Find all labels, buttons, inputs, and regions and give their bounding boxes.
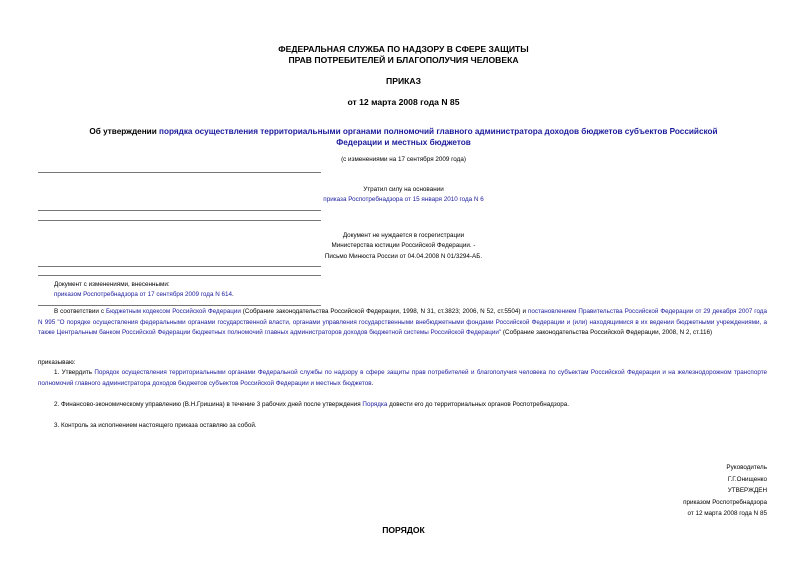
budget-code-link[interactable]: Бюджетным кодексом Российской Федерации bbox=[105, 308, 241, 315]
preamble-text-3: (Собрание законодательства Российской Федерации, 2008, N 2, ст.116) bbox=[501, 329, 713, 337]
title-link-line2[interactable]: Федерации и местных бюджетов bbox=[336, 137, 471, 147]
preamble-text-1: В соответствии с bbox=[54, 308, 106, 315]
order-item-2 bbox=[38, 400, 767, 411]
changes-note-suffix: . bbox=[232, 291, 234, 298]
invalid-note-link[interactable]: приказа Роспотребнадзора от 15 января 2010 года N 6 bbox=[323, 196, 484, 203]
order-item-2-suffix: довести его до территориальных органов Роспотребнадзора. bbox=[387, 401, 569, 408]
title-line1 bbox=[0, 127, 807, 138]
title-prefix: Об утверждении bbox=[89, 127, 159, 136]
order-item-1-prefix: 1. Утвердить bbox=[54, 369, 95, 376]
registration-note-line1: Документ не нуждается в госрегистрации bbox=[342, 232, 465, 239]
signer-role: Руководитель bbox=[726, 464, 767, 471]
document-date: от 12 марта 2008 года N 85 bbox=[347, 97, 460, 107]
invalid-note-text: Утратил силу на основании bbox=[363, 186, 444, 193]
changes-note-link[interactable]: приказом Роспотребнадзора от 17 сентября 2009 года N 614 bbox=[54, 291, 233, 298]
order-item-2-prefix: 2. Финансово-экономическому управлению (В.Н.Гришина) в течение 3 рабочих дней после утверждения bbox=[54, 401, 363, 408]
order-word: приказываю: bbox=[38, 359, 76, 366]
divider bbox=[38, 210, 321, 211]
approved-label: УТВЕРЖДЕН bbox=[727, 487, 767, 494]
order-item-1 bbox=[38, 368, 767, 389]
divider bbox=[38, 305, 321, 306]
procedure-link[interactable]: Порядок осуществления территориальными органами Федеральной службы по надзору в сфере защиты прав потребителей и благополучия человека по субъектам Российской Федерации и на железнодорожном транспорте полномочий главного администратора доходов бюджетов субъектов Российской Федерации и местных бюджетов bbox=[38, 369, 768, 387]
registration-note-line2: Министерства юстиции Российской Федерации. - bbox=[331, 242, 476, 249]
divider bbox=[38, 275, 321, 276]
approved-by-order: приказом Роспотребнадзора bbox=[683, 498, 767, 506]
divider bbox=[38, 172, 321, 173]
signature-block bbox=[683, 462, 767, 520]
title-link[interactable]: порядка осуществления территориальными органами полномочий главного администратора доходов бюджетов субъектов Российской bbox=[159, 127, 718, 136]
section-title: ПОРЯДОК bbox=[382, 525, 425, 535]
agency-name-line2: ПРАВ ПОТРЕБИТЕЛЕЙ И БЛАГОПОЛУЧИЯ ЧЕЛОВЕКА bbox=[288, 55, 519, 65]
document-type: ПРИКАЗ bbox=[386, 76, 421, 86]
agency-name-line1: ФЕДЕРАЛЬНАЯ СЛУЖБА ПО НАДЗОРУ В СФЕРЕ ЗАЩИТЫ bbox=[278, 44, 529, 54]
order-item-1-end: . bbox=[371, 379, 374, 387]
amendments-note: (с изменениями на 17 сентября 2009 года) bbox=[341, 156, 466, 163]
changes-note-text: Документ с изменениями, внесенными: bbox=[54, 281, 170, 288]
preamble-text-2: (Собрание законодательства Российской Федерации, 1998, N 31, ст.3823; 2006, N 52, ст.5504) и bbox=[240, 308, 528, 315]
document-title bbox=[0, 127, 807, 148]
order-item-3: 3. Контроль за исполнением настоящего приказа оставляю за собой. bbox=[54, 422, 257, 429]
changes-note bbox=[54, 290, 234, 299]
preamble-paragraph bbox=[38, 307, 767, 339]
divider bbox=[38, 220, 321, 221]
approved-date: от 12 марта 2008 года N 85 bbox=[687, 510, 767, 517]
registration-note-line3: Письмо Минюста России от 04.04.2008 N 01/3294-АБ. bbox=[324, 253, 483, 260]
signer-name: Г.Г.Онищенко bbox=[727, 475, 767, 483]
government-decree-link[interactable]: постановлением Правительства Российской Федерации от 29 декабря 2007 года N 995 "О порядке осуществления федеральными органами государственной власти, органами управления государственными внебюджетными фондами Российской Федерации и (или) находящимися в их ведении бюджетными учреждениями, а также Центральным банком Российской Федерации бюджетных полномочий главных администраторов доходов бюджетной системы Российской Федерации" bbox=[38, 308, 767, 337]
divider bbox=[38, 266, 321, 267]
procedure-short-link[interactable]: Порядка bbox=[362, 401, 388, 408]
